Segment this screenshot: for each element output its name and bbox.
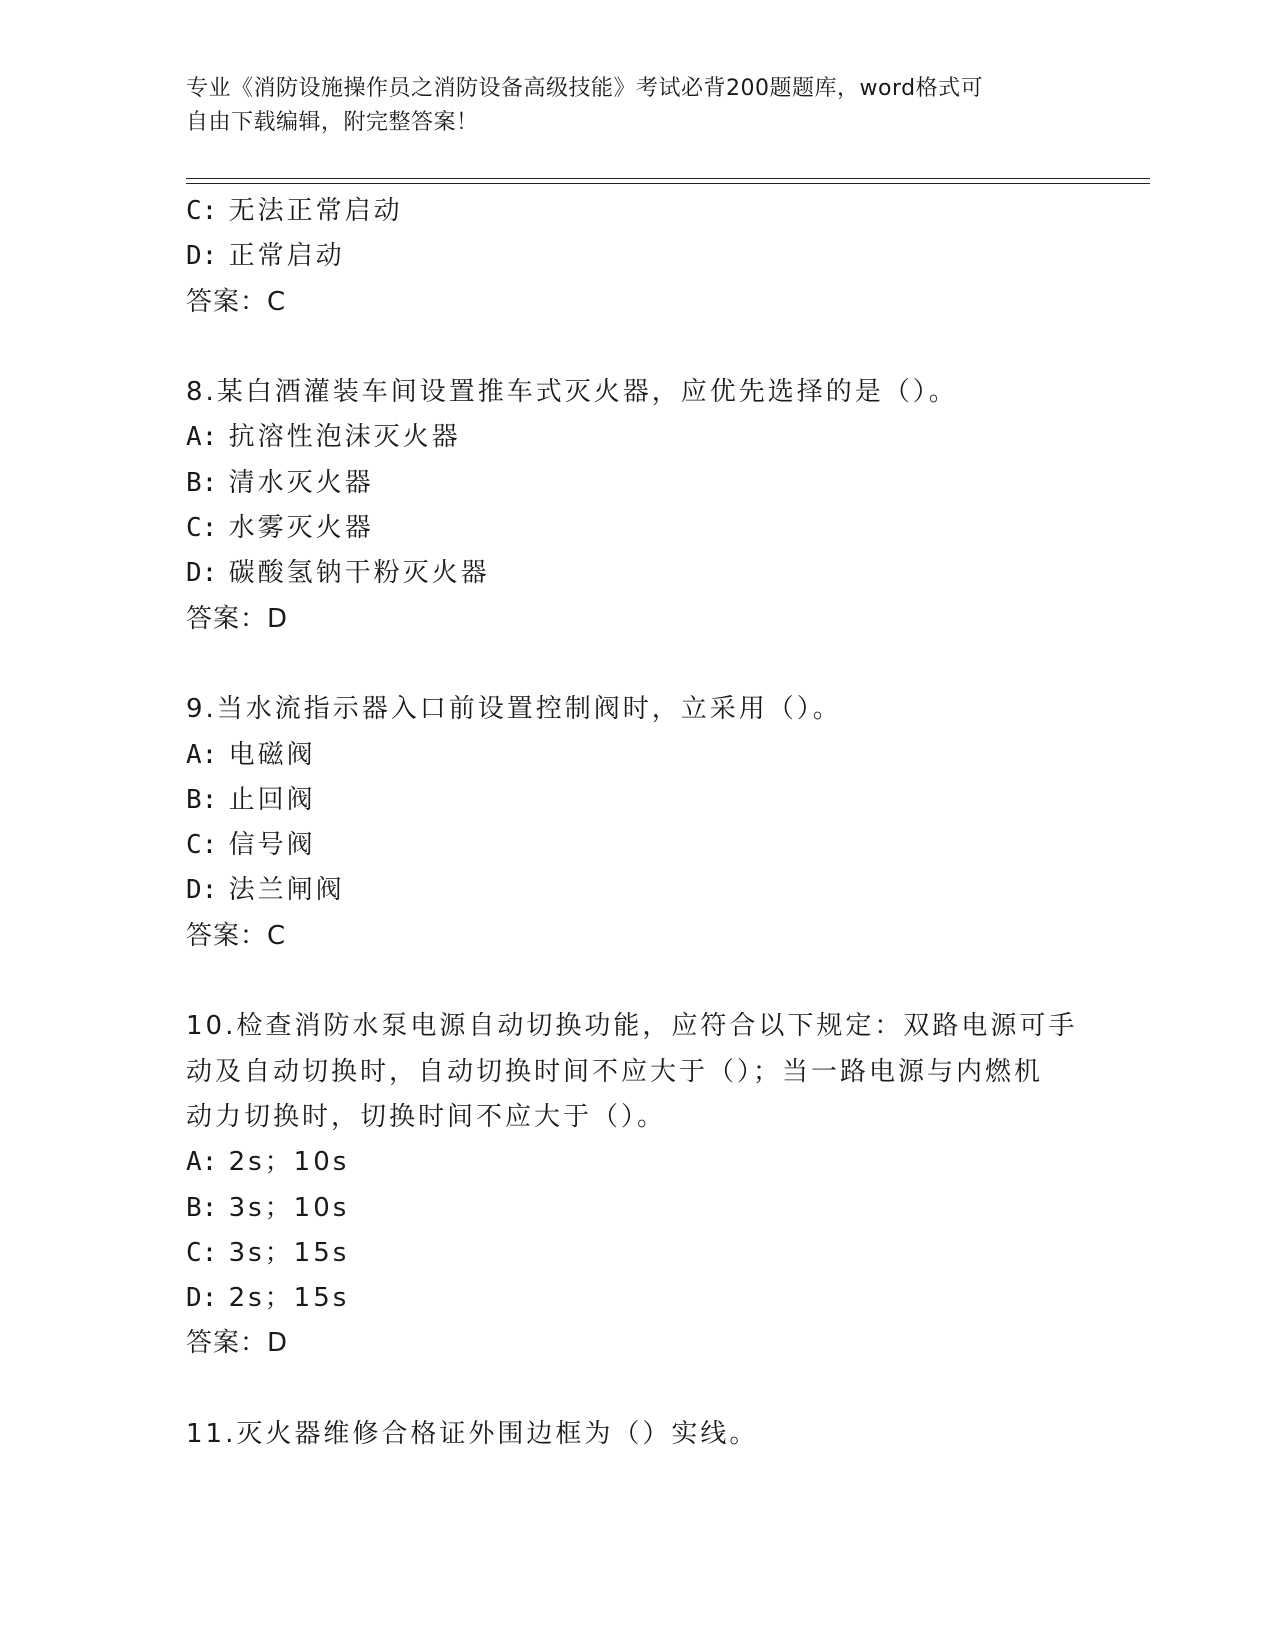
- option-label: C:: [186, 830, 218, 861]
- answer: 答案：C: [186, 920, 287, 951]
- option-text: 清水灭火器: [228, 467, 374, 498]
- option-label: C:: [186, 196, 218, 226]
- document-header: [186, 72, 1066, 140]
- option-text: 无法正常启动: [228, 196, 403, 226]
- question-11: [186, 1412, 1086, 1457]
- question-stem: 9.当水流指示器入口前设置控制阀时，立采用（）。: [186, 694, 842, 725]
- option-a: [186, 415, 1086, 460]
- option-d: [186, 551, 1086, 596]
- header-line-1: 专业《消防设施操作员之消防设备高级技能》考试必背200题题库，word格式可: [186, 76, 984, 101]
- question-7-tail: [186, 189, 1086, 325]
- option-label: C:: [186, 513, 218, 544]
- option-a: [186, 1140, 1086, 1185]
- option-text: 3s；10s: [228, 1192, 350, 1223]
- option-label: D:: [186, 241, 218, 272]
- option-text: 2s；10s: [228, 1147, 350, 1178]
- option-a: [186, 733, 1086, 778]
- question-stem: 11.灭火器维修合格证外围边框为（）实线。: [186, 1419, 759, 1450]
- option-label: A:: [186, 422, 218, 453]
- answer: 答案：C: [186, 286, 287, 317]
- question-stem-line-2: 动及自动切换时，自动切换时间不应大于（）；当一路电源与内燃机: [186, 1056, 1044, 1087]
- header-rule-top: [186, 178, 1150, 179]
- option-text: 法兰闸阀: [228, 875, 345, 906]
- option-label: D:: [186, 875, 218, 906]
- option-label: B:: [186, 1192, 218, 1223]
- option-label: D:: [186, 558, 218, 589]
- option-label: B:: [186, 467, 218, 498]
- option-d: [186, 234, 1086, 279]
- option-b: [186, 461, 1086, 506]
- option-c: [186, 506, 1086, 551]
- option-label: B:: [186, 784, 218, 815]
- option-b: [186, 778, 1086, 823]
- question-10: [186, 1004, 1086, 1366]
- option-b: [186, 1186, 1086, 1231]
- question-content: [186, 189, 1086, 1457]
- option-text: 正常启动: [228, 241, 345, 272]
- option-d: [186, 868, 1086, 913]
- option-c: [186, 1231, 1086, 1276]
- option-label: A:: [186, 1147, 218, 1178]
- option-text: 电磁阀: [228, 739, 316, 770]
- header-line-2: 自由下载编辑，附完整答案！: [186, 110, 479, 135]
- option-c: [186, 189, 1086, 234]
- spacer: [186, 1367, 1086, 1412]
- option-text: 信号阀: [228, 830, 316, 861]
- option-text: 止回阀: [228, 784, 316, 815]
- option-text: 水雾灭火器: [228, 513, 374, 544]
- answer: 答案：D: [186, 603, 289, 634]
- spacer: [186, 959, 1086, 1004]
- header-rule-bottom: [186, 183, 1150, 184]
- option-text: 碳酸氢钠干粉灭火器: [228, 558, 490, 589]
- option-label: C:: [186, 1237, 218, 1268]
- question-stem: 8.某白酒灌装车间设置推车式灭火器，应优先选择的是（）。: [186, 377, 958, 408]
- option-text: 抗溶性泡沫灭火器: [228, 422, 461, 453]
- option-d: [186, 1276, 1086, 1321]
- question-9: [186, 687, 1086, 959]
- option-text: 3s；15s: [228, 1237, 350, 1268]
- question-8: [186, 370, 1086, 642]
- option-text: 2s；15s: [228, 1283, 350, 1314]
- question-stem-line-1: 10.检查消防水泵电源自动切换功能，应符合以下规定：双路电源可手: [186, 1011, 1078, 1042]
- option-c: [186, 823, 1086, 868]
- option-label: A:: [186, 739, 218, 770]
- spacer: [186, 325, 1086, 370]
- answer: 答案：D: [186, 1328, 289, 1359]
- option-label: D:: [186, 1283, 218, 1314]
- question-stem-line-3: 动力切换时，切换时间不应大于（）。: [186, 1101, 667, 1132]
- spacer: [186, 642, 1086, 687]
